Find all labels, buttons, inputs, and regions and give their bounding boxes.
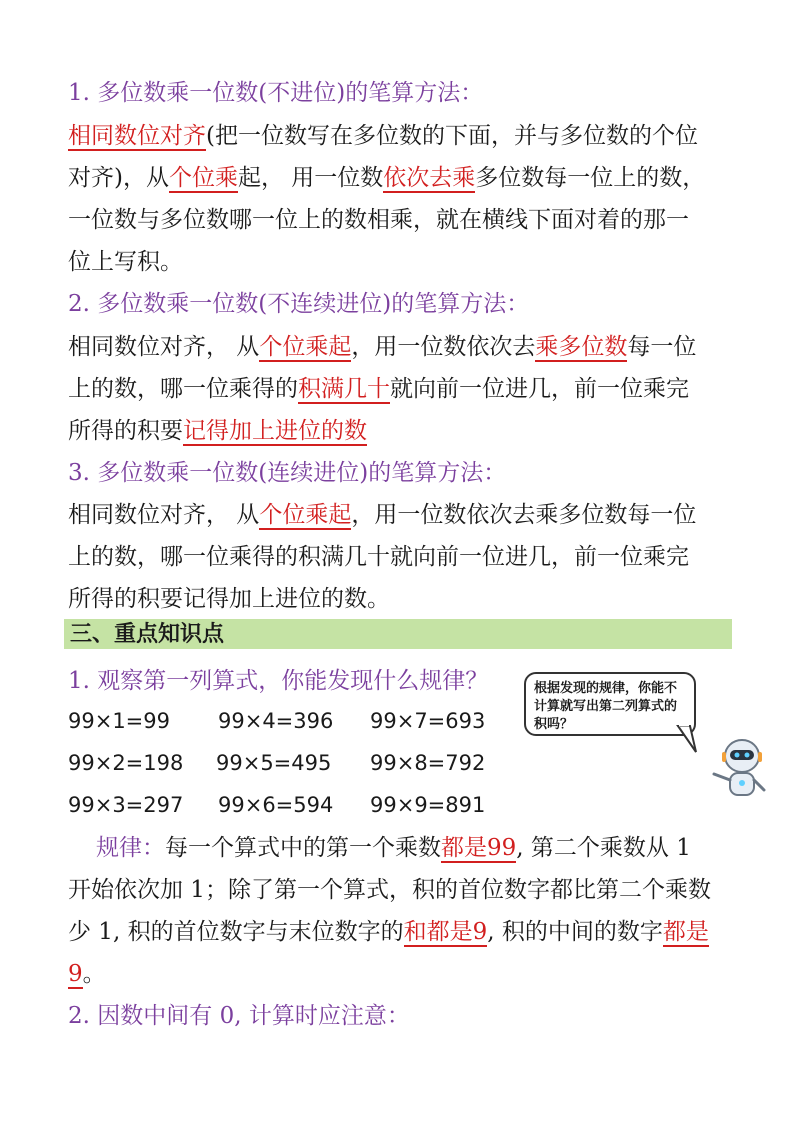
speech-bubble: 根据发现的规律，你能不计算就写出第二列算式的积吗？ <box>524 672 696 736</box>
highlight-multiply-digits: 乘多位数 <box>535 334 628 360</box>
equation: 99×4=396 <box>218 709 334 733</box>
point2-title: 2. 因数中间有 0, 计算时应注意： <box>68 1003 410 1029</box>
section2-line2: 上的数，哪一位乘得的积满几十就向前一位进几，前一位乘完 <box>68 376 689 402</box>
section1-line2: 对齐)，从个位乘起， 用一位数依次去乘多位数每一位上的数， <box>68 165 706 191</box>
robot-icon <box>708 736 772 802</box>
section3-line2: 上的数，哪一位乘得的积满几十就向前一位进几，前一位乘完 <box>68 544 689 570</box>
section1-line4: 位上写积。 <box>68 249 183 275</box>
section3-line3: 所得的积要记得加上进位的数。 <box>68 586 390 612</box>
section2-line1: 相同数位对齐， 从个位乘起，用一位数依次去乘多位数每一位 <box>68 334 697 360</box>
equation: 99×8=792 <box>370 751 486 775</box>
rule-line4: 9。 <box>68 961 106 987</box>
section3-title: 3. 多位数乘一位数(连续进位)的笔算方法： <box>68 460 507 486</box>
highlight-full-tens: 积满几十 <box>298 376 390 402</box>
equation: 99×3=297 <box>68 793 184 817</box>
rule-label: 规律： <box>96 835 165 861</box>
highlight-all-99: 都是99 <box>441 835 517 861</box>
highlight-add-carry: 记得加上进位的数 <box>183 418 367 444</box>
highlight-ones-digit: 个位乘 <box>168 165 238 191</box>
highlight-ones-digit: 个位乘起 <box>259 502 352 528</box>
section2-title: 2. 多位数乘一位数(不连续进位)的笔算方法： <box>68 291 530 317</box>
section1-line1: 相同数位对齐(把一位数写在多位数的下面，并与多位数的个位 <box>68 123 698 149</box>
section1-line3: 一位数与多位数哪一位上的数相乘，就在横线下面对着的那一 <box>68 207 689 233</box>
highlight-all-are: 都是 <box>662 919 709 945</box>
point1-title: 1. 观察第一列算式，你能发现什么规律？ <box>68 668 489 694</box>
highlight-in-turn: 依次去乘 <box>383 165 476 191</box>
equation: 99×6=594 <box>218 793 334 817</box>
equation: 99×9=891 <box>370 793 486 817</box>
rule-line3: 少 1, 积的首位数字与末位数字的和都是9, 积的中间的数字都是 <box>68 919 709 945</box>
equation: 99×7=693 <box>370 709 486 733</box>
highlight-sum-9: 和都是9 <box>403 919 488 945</box>
equation: 99×1=99 <box>68 709 170 733</box>
section2-line3: 所得的积要记得加上进位的数 <box>68 418 367 444</box>
speech-bubble-tail <box>676 724 700 754</box>
section1-title: 1. 多位数乘一位数(不进位)的笔算方法： <box>68 80 484 106</box>
highlight-align: 相同数位对齐 <box>68 123 206 149</box>
highlight-ones-digit: 个位乘起 <box>259 334 352 360</box>
section3-line1: 相同数位对齐， 从个位乘起，用一位数依次去乘多位数每一位 <box>68 502 697 528</box>
equation: 99×2=198 <box>68 751 184 775</box>
highlight-nine: 9 <box>68 961 83 987</box>
equation: 99×5=495 <box>216 751 332 775</box>
key-points-banner: 三、重点知识点 <box>64 619 732 649</box>
rule-line2: 开始依次加 1；除了第一个算式，积的首位数字都比第二个乘数 <box>68 877 711 903</box>
rule-line1: 规律：每一个算式中的第一个乘数都是99, 第二个乘数从 1 <box>96 835 691 861</box>
